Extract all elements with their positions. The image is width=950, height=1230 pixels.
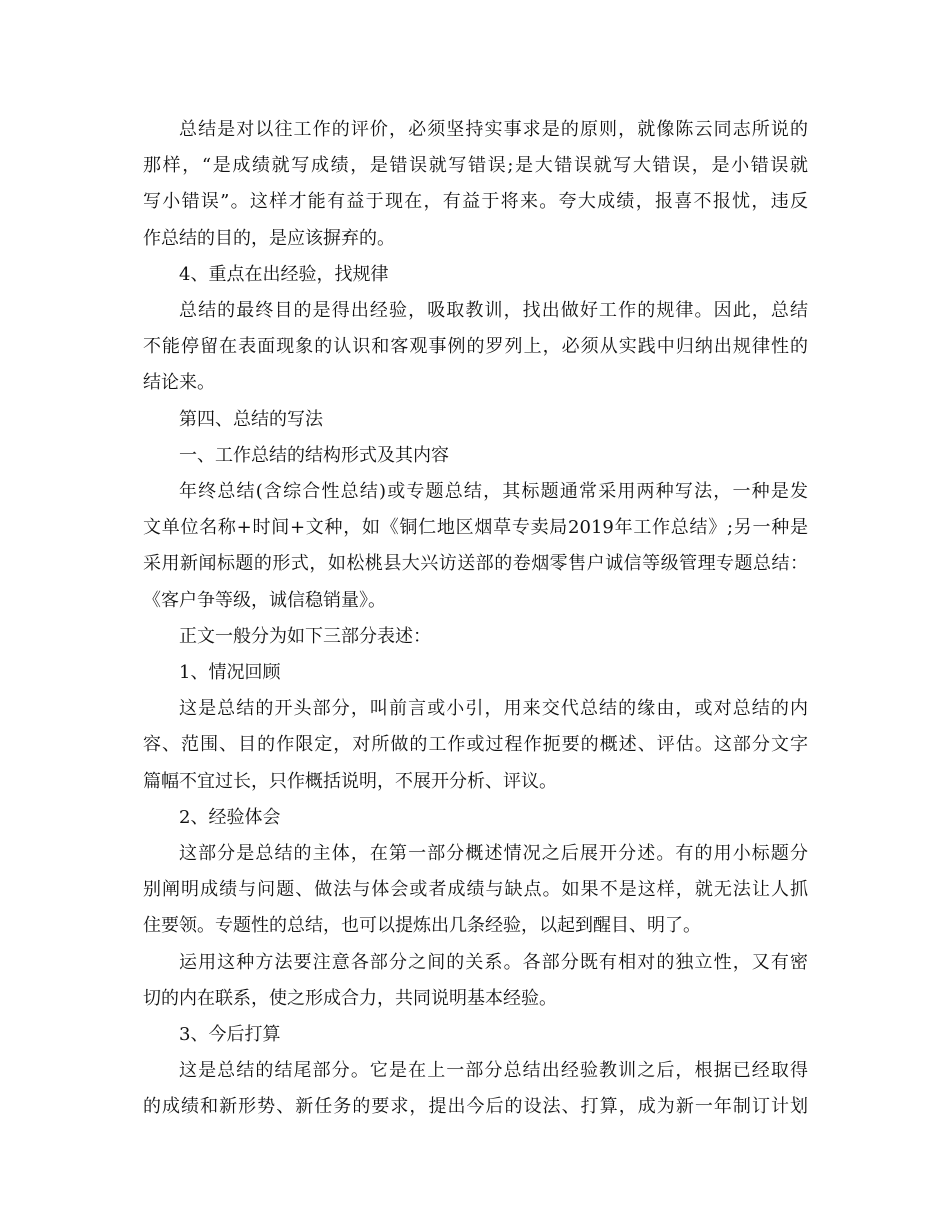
paragraph-line: 结论来。 [143,372,215,394]
section-heading: 正文一般分为如下三部分表述： [179,625,431,647]
body-paragraph [143,1053,808,1125]
section-heading: 2、经验体会 [179,806,281,828]
paragraph-line: 那样，“是成绩就写成绩，是错误就写错误;是大错误就写大错误，是小错误就 [143,155,808,177]
paragraph-line: 总结是对以往工作的评价，必须坚持实事求是的原则，就像陈云同志所说的 [179,119,808,140]
section-heading: 一、工作总结的结构形式及其内容 [179,444,449,466]
paragraph-line: 采用新闻标题的形式，如松桃县大兴访送部的卷烟零售户诚信等级管理专题总结： [143,553,808,575]
body-paragraph [143,474,808,619]
paragraph-line: 的成绩和新形势、新任务的要求，提出今后的设法、打算，成为新一年制订计划 [143,1096,808,1118]
paragraph-line: 这是总结的结尾部分。它是在上一部分总结出经验教训之后，根据已经取得 [179,1060,808,1082]
section-heading: 第四、总结的写法 [179,408,323,430]
paragraph-line: 容、范围、目的作限定，对所做的工作或过程作扼要的概述、评估。这部分文字 [143,734,808,756]
section-heading: 4、重点在出经验，找规律 [179,263,389,285]
paragraph-line: 运用这种方法要注意各部分之间的关系。各部分既有相对的独立性，又有密 [179,951,808,973]
body-paragraph [143,112,808,257]
paragraph-line: 总结的最终目的是得出经验，吸取教训，找出做好工作的规律。因此，总结 [179,300,808,322]
section-heading: 3、今后打算 [179,1024,281,1046]
paragraph-line: 作总结的目的，是应该摒弃的。 [143,227,395,249]
paragraph-line: 切的内在联系，使之形成合力，共同说明基本经验。 [143,987,557,1009]
paragraph-line: 《客户争等级，诚信稳销量》。 [143,589,386,611]
body-paragraph [143,945,808,1017]
paragraph-line: 年终总结(含综合性总结)或专题总结，其标题通常采用两种写法，一种是发 [179,481,808,503]
paragraph-line: 这部分是总结的主体，在第一部分概述情况之后展开分述。有的用小标题分 [179,843,808,865]
paragraph-line: 这是总结的开头部分，叫前言或小引，用来交代总结的缘由，或对总结的内 [179,698,808,720]
paragraph-line: 篇幅不宜过长，只作概括说明，不展开分析、评议。 [143,770,557,792]
paragraph-line: 别阐明成绩与问题、做法与体会或者成绩与缺点。如果不是这样，就无法让人抓 [143,879,808,901]
body-paragraph [143,293,808,402]
body-paragraph [143,836,808,945]
paragraph-line: 住要领。专题性的总结，也可以提炼出几条经验，以起到醒目、明了。 [143,915,701,937]
paragraph-line: 写小错误”。这样才能有益于现在，有益于将来。夸大成绩，报喜不报忧，违反 [143,191,808,213]
section-heading: 1、情况回顾 [179,662,281,684]
document-body [143,112,808,1126]
body-paragraph [143,691,808,800]
paragraph-line: 不能停留在表面现象的认识和客观事例的罗列上，必须从实践中归纳出规律性的 [143,336,808,358]
paragraph-line: 文单位名称+时间+文种，如《铜仁地区烟草专卖局2019年工作总结》;另一种是 [143,517,808,539]
